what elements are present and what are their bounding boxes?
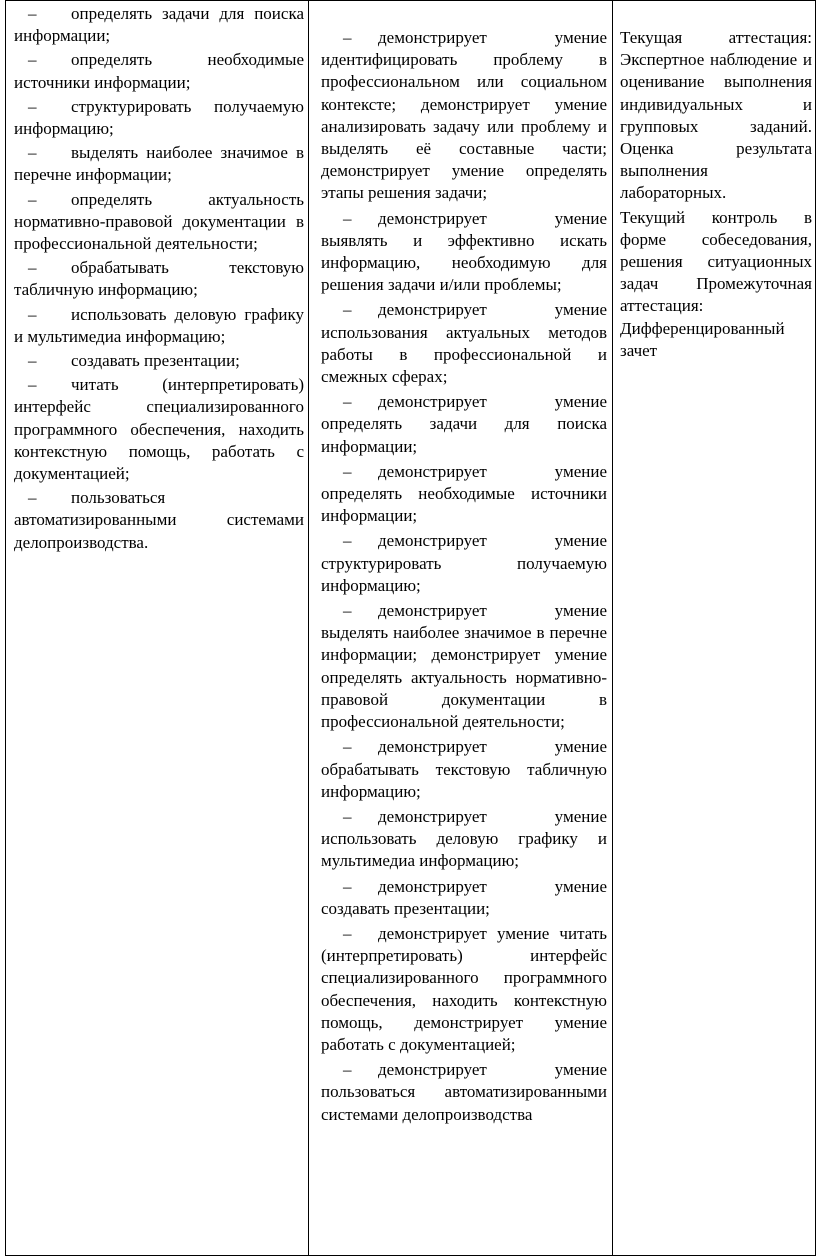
list-item-text: создавать презентации; <box>71 351 240 371</box>
bullet-dash: – <box>343 601 352 621</box>
list-item <box>14 142 304 186</box>
bullet-dash: – <box>343 208 352 228</box>
assessment-table <box>5 0 816 1256</box>
list-item-text: использовать деловую графику и мультимедиа информацию; <box>14 304 304 346</box>
list-item <box>321 530 607 597</box>
assessment-methods-cell <box>613 1 816 1256</box>
bullet-dash: – <box>28 375 37 395</box>
assessment-paragraph: Текущая аттестация: Экспертное наблюдение и оценивание выполнения индивидуальных и групповых заданий. Оценка результата выполнения лабораторных. <box>620 28 812 203</box>
list-item <box>14 487 304 554</box>
list-item <box>321 876 607 920</box>
bullet-dash: – <box>28 50 37 70</box>
list-item <box>321 1059 607 1126</box>
bullet-dash: – <box>343 531 352 551</box>
bullet-dash: – <box>343 28 352 47</box>
assessment-methods <box>613 1 815 362</box>
list-item <box>321 27 607 205</box>
list-item-text: демонстрирует умение структурировать получаемую информацию; <box>321 531 607 595</box>
bullet-dash: – <box>343 737 352 757</box>
assessment-paragraph: Текущий контроль в форме собеседования, решения ситуационных задач Промежуточная аттестация: Дифференцированный зачет <box>620 207 812 360</box>
bullet-dash: – <box>28 258 37 278</box>
list-item-text: определять необходимые источники информации; <box>14 50 304 92</box>
bullet-dash: – <box>343 1060 352 1080</box>
list-item <box>321 461 607 528</box>
list-item <box>14 374 304 485</box>
list-item-text: демонстрирует умение выявлять и эффективно искать информацию, необходимую для решения задачи и/или проблемы; <box>321 208 607 295</box>
list-item-text: демонстрирует умение читать (интерпретировать) интерфейс специализированного программного обеспечения, находить контекстную помощь, демонстрирует умение работать с документацией; <box>321 923 607 1054</box>
bullet-dash: – <box>28 143 37 163</box>
list-item-text: демонстрирует умение обрабатывать текстовую табличную информацию; <box>321 737 607 801</box>
bullet-dash: – <box>343 806 352 826</box>
list-item <box>321 736 607 803</box>
list-item <box>14 350 304 372</box>
list-item <box>14 3 304 47</box>
bullet-dash: – <box>28 96 37 116</box>
bullet-dash: – <box>343 300 352 320</box>
list-item-text: демонстрирует умение использовать деловую графику и мультимедиа информацию; <box>321 806 607 871</box>
indicators-list <box>309 1 612 1126</box>
list-item-text: структурировать получаемую информацию; <box>14 96 304 139</box>
list-item <box>321 208 607 297</box>
list-item-text: определять задачи для поиска информации; <box>14 4 304 46</box>
list-item-text: демонстрирует умение создавать презентации; <box>321 876 607 918</box>
list-item <box>14 257 304 301</box>
table-row <box>6 1 816 1256</box>
list-item <box>321 806 607 873</box>
bullet-dash: – <box>343 876 352 896</box>
list-item <box>321 391 607 458</box>
skills-list <box>6 1 308 554</box>
bullet-dash: – <box>28 189 37 209</box>
list-item-text: пользоваться автоматизированными системами делопроизводства. <box>14 488 304 552</box>
indicators-cell <box>309 1 613 1256</box>
bullet-dash: – <box>343 923 352 943</box>
list-item <box>321 600 607 733</box>
list-item-text: демонстрирует умение идентифицировать проблему в профессиональном или социальном контексте; демонстрирует умение анализировать задачу или проблему и выделять её составные части; демонстрирует умение определять этапы решения задачи; <box>321 28 607 203</box>
list-item <box>14 49 304 93</box>
list-item-text: читать (интерпретировать) интерфейс специализированного программного обеспечения, находить контекстную помощь, работать с документацией; <box>14 375 304 484</box>
skills-cell <box>6 1 309 1256</box>
list-item-text: демонстрирует умение определять задачи для поиска информации; <box>321 392 607 456</box>
bullet-dash: – <box>28 351 37 371</box>
list-item <box>321 299 607 388</box>
list-item-text: демонстрирует умение определять необходимые источники информации; <box>321 461 607 526</box>
bullet-dash: – <box>343 461 352 481</box>
list-item <box>14 189 304 256</box>
list-item <box>14 96 304 140</box>
bullet-dash: – <box>28 4 37 23</box>
list-item-text: определять актуальность нормативно-правовой документации в профессиональной деятельности; <box>14 189 304 254</box>
list-item <box>321 923 607 1056</box>
list-item-text: демонстрирует умение выделять наиболее значимое в перечне информации; демонстрирует умение определять актуальность нормативно-правовой документации в профессиональной деятельности; <box>321 601 607 732</box>
list-item-text: демонстрирует умение пользоваться автоматизированными системами делопроизводства <box>321 1060 607 1124</box>
list-item-text: демонстрирует умение использования актуальных методов работы в профессиональной и смежных сферах; <box>321 300 607 387</box>
bullet-dash: – <box>28 304 37 324</box>
list-item-text: выделять наиболее значимое в перечне информации; <box>14 143 304 185</box>
list-item <box>14 304 304 348</box>
bullet-dash: – <box>343 392 352 412</box>
list-item-text: обрабатывать текстовую табличную информацию; <box>14 258 304 300</box>
bullet-dash: – <box>28 488 37 508</box>
